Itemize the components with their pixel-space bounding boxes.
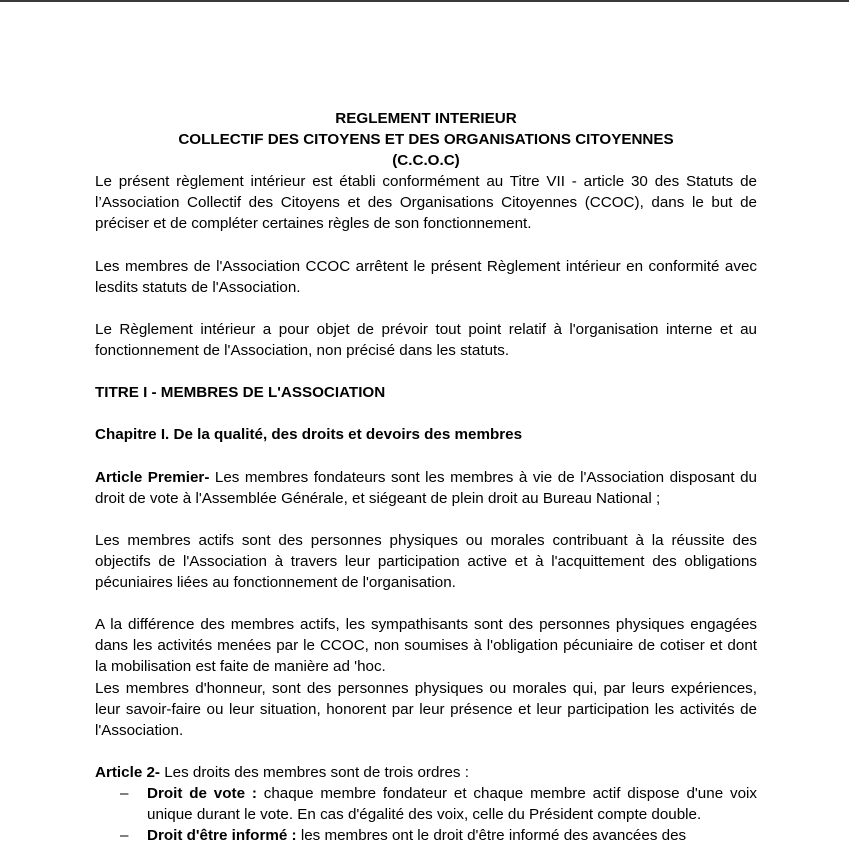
dash-bullet: – — [120, 785, 129, 802]
intro-paragraph-3: Le Règlement intérieur a pour objet de prévoir tout point relatif à l'organisation interne et au fonctionnement de l'Association, non précisé dans les statuts. — [95, 320, 757, 360]
chapter-heading-1: Chapitre I. De la qualité, des droits et devoirs des membres — [95, 426, 523, 444]
intro-paragraph-2: Les membres de l'Association CCOC arrêtent le présent Règlement intérieur en conformité avec lesdits statuts de l'Association. — [95, 257, 757, 296]
list-item-text: les membres ont le droit d'être informé des avancées des — [296, 827, 687, 845]
list-item-text: chaque membre fondateur et chaque membre actif dispose d'une voix unique durant le vote. En cas d'égalité des voix, celle du Président compte double. — [147, 785, 757, 824]
intro-paragraph-1: Le présent règlement intérieur est établi conformément au Titre VII - article 30 des Statuts de l’Association Collectif des Citoyens et des Organisations Citoyennes (CCOC), dans le but de préciser et de compléter certaines règles de son fonctionnement. — [95, 173, 757, 233]
section-heading-titre-1: TITRE I - MEMBRES DE L'ASSOCIATION — [95, 384, 386, 402]
paragraph-sympathisants: A la différence des membres actifs, les sympathisants sont des personnes physiques engagées dans les activités menées par le CCOC, non soumises à l'obligation pécuniaire de cotiser et dont la mobilisation est faite de manière ad 'hoc. — [95, 616, 757, 676]
list-item — [120, 825, 757, 846]
paragraph-membres-actifs: Les membres actifs sont des personnes physiques ou morales contribuant à la réussite des objectifs de l'Association à travers leur participation active et à l'acquittement des obligations pécuniaires liées au fonctionnement de l'organisation. — [95, 531, 757, 592]
article-1-label: Article Premier- — [95, 468, 210, 486]
document-subtitle: COLLECTIF DES CITOYENS ET DES ORGANISATIONS CITOYENNES — [178, 131, 674, 149]
article-2-text: Les droits des membres sont de trois ordres : — [160, 763, 469, 781]
paragraph-membres-honneur: Les membres d'honneur, sont des personnes physiques ou morales qui, par leurs expériences, leur savoir-faire ou leur situation, honorent par leur présence et leur participation les activités de l'Association. — [95, 679, 757, 739]
dash-bullet: – — [120, 827, 129, 845]
list-item-label: Droit d'être informé : — [147, 827, 297, 845]
article-1 — [95, 467, 757, 509]
document-title: REGLEMENT INTERIEUR — [335, 110, 517, 127]
article-1-text: Les membres fondateurs sont les membres à vie de l'Association disposant du droit de vote à l'Assemblée Générale, et siégeant de plein droit au Bureau National ; — [95, 468, 757, 507]
document-acronym: (C.C.O.C) — [392, 152, 460, 170]
article-2-label: Article 2- — [95, 763, 160, 781]
document-page — [95, 108, 757, 846]
article-2 — [95, 762, 757, 783]
list-item — [120, 783, 757, 825]
rights-list — [95, 783, 757, 846]
top-border — [0, 0, 849, 2]
list-item-label: Droit de vote : — [147, 785, 257, 802]
